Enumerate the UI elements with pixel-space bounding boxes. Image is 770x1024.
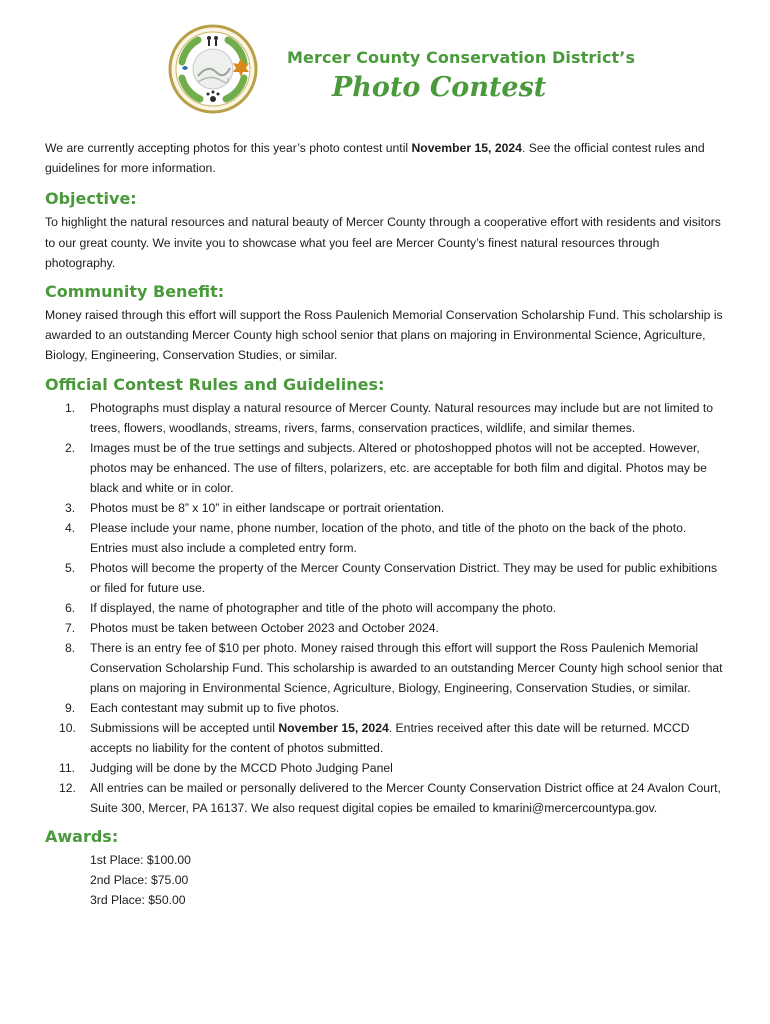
rule-text: All entries can be mailed or personally delivered to the Mercer County Conservation District office at 24 Avalon Court, Suite 300, Mercer, PA 16137. We also request digital copies be emailed to kmarini@mercercountypa.gov. — [90, 780, 721, 815]
rule-text-start: Submissions will be accepted until — [90, 720, 279, 735]
rule-text: Please include your name, phone number, location of the photo, and title of the photo on the back of the photo. Entries must also include a completed entry form. — [90, 520, 687, 555]
award-item: 2nd Place: $75.00 — [90, 872, 189, 887]
rule-item — [45, 698, 725, 718]
rule-text: There is an entry fee of $10 per photo. Money raised through this effort will support the Ross Paulenich Memorial Conservation Scholarship Fund. This scholarship is awarded to an outstanding Mercer County high school senior that plans on majoring in Environmental Science, Agriculture, Biology, Engineering, Conservation Studies, or similar. — [90, 640, 723, 695]
community-benefit-text: Money raised through this effort will support the Ross Paulenich Memorial Conservation Scholarship Fund. This scholarship is awarded to an outstanding Mercer County high school senior that plans on majoring in Environmental Science, Agriculture, Biology, Engineering, Conservation Studies, or similar. — [45, 308, 723, 363]
rule-item — [45, 718, 725, 758]
rule-number: 2. — [65, 440, 76, 455]
intro-text-start: We are currently accepting photos for this year’s photo contest until — [45, 141, 412, 155]
conservation-district-seal-icon — [168, 24, 258, 114]
community-benefit-section — [45, 281, 725, 366]
rule-number: 12. — [59, 780, 76, 795]
objective-text: To highlight the natural resources and natural beauty of Mercer County through a cooperative effort with residents and visitors to our great county. We invite you to showcase what you feel are Mercer County’s finest natural resources through photography. — [45, 215, 721, 270]
rule-item — [45, 498, 725, 518]
rule-text-end: . Entries received after this date will be returned. MCCD accepts no liability for the content of photos submitted. — [90, 720, 690, 755]
rule-item — [45, 598, 725, 618]
rule-item — [45, 438, 725, 498]
rule-number: 1. — [65, 400, 76, 415]
header — [0, 0, 770, 130]
award-item: 3rd Place: $50.00 — [90, 893, 186, 908]
awards-section — [45, 826, 725, 911]
rule-text: Photos will become the property of the Mercer County Conservation District. They may be used for public exhibitions or filed for future use. — [90, 560, 718, 595]
rule-number: 6. — [65, 600, 76, 615]
rules-list — [45, 398, 725, 818]
rule-item — [45, 778, 725, 818]
rule-text: Judging will be done by the MCCD Photo Judging Panel — [90, 760, 393, 775]
rule-text: Each contestant may submit up to five photos. — [90, 700, 340, 715]
intro-paragraph — [45, 138, 725, 178]
page-title: Photo Contest — [332, 72, 547, 103]
rule-deadline: November 15, 2024 — [278, 720, 389, 735]
community-benefit-heading: Community Benefit: — [45, 282, 225, 302]
rule-number: 10. — [59, 720, 76, 735]
rule-number: 7. — [65, 620, 76, 635]
rule-number: 3. — [65, 500, 76, 515]
organization-name: Mercer County Conservation District’s — [287, 48, 636, 67]
rule-text: Photographs must display a natural resource of Mercer County. Natural resources may include but are not limited to trees, flowers, woodlands, streams, rivers, farms, conservation practices, wildlife, and similar themes. — [90, 400, 713, 435]
objective-heading: Objective: — [45, 189, 137, 209]
rule-item — [45, 618, 725, 638]
rules-heading: Official Contest Rules and Guidelines: — [45, 374, 385, 394]
intro-text-end: . See the official contest rules and guidelines for more information. — [45, 141, 705, 176]
awards-heading: Awards: — [45, 826, 119, 846]
rule-text: Photos must be 8” x 10” in either landscape or portrait orientation. — [90, 500, 445, 515]
rule-number: 4. — [65, 520, 76, 535]
rule-item — [45, 398, 725, 438]
rule-number: 9. — [65, 700, 76, 715]
intro-deadline: November 15, 2024 — [411, 141, 522, 155]
rule-text: Photos must be taken between October 2023 and October 2024. — [90, 620, 439, 635]
rule-item — [45, 518, 725, 558]
rule-number: 5. — [65, 560, 76, 575]
document-body — [45, 138, 725, 918]
rule-item — [45, 638, 725, 698]
rule-number: 8. — [65, 640, 76, 655]
objective-section — [45, 188, 725, 273]
rule-item — [45, 558, 725, 598]
rule-text: If displayed, the name of photographer and title of the photo will accompany the photo. — [90, 600, 557, 615]
awards-list — [45, 850, 725, 911]
rules-section — [45, 374, 725, 818]
rule-item — [45, 758, 725, 778]
award-item: 1st Place: $100.00 — [90, 852, 191, 867]
rule-text: Images must be of the true settings and subjects. Altered or photoshopped photos will not be accepted. However, photos may be enhanced. The use of filters, polarizers, etc. are acceptable for both film and digital. Photos may be black and white or in color. — [90, 440, 707, 495]
rule-number: 11. — [59, 760, 76, 775]
